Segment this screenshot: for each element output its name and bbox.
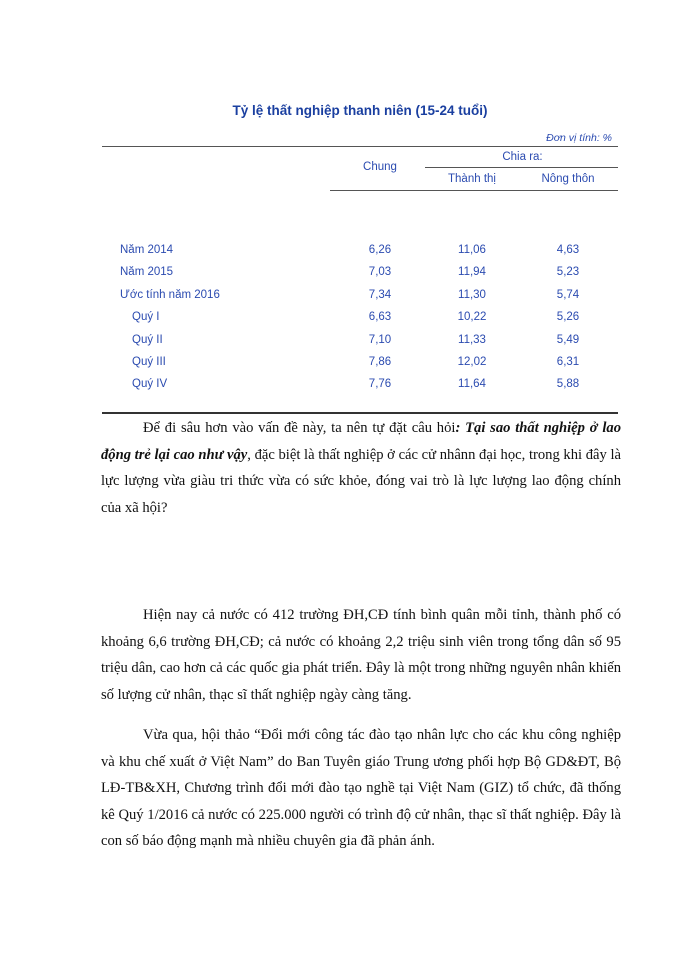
cell-nong-thon: 5,88 <box>556 378 580 390</box>
cell-nong-thon: 5,49 <box>556 334 580 346</box>
paragraph-universities-text: Hiện nay cả nước có 412 trường ĐH,CĐ tính bình quân mỗi tỉnh, thành phố có khoảng 6,6 trường ĐH,CĐ; cả nước có khoảng 2,2 triệu sinh viên trong tổng dân số 95 triệu dân, cao hơn cả các quốc gia phát triển. Đây là một trong những nguyên nhân khiến số lượng cử nhân, thạc sĩ thất nghiệp ngày càng tăng. <box>101 607 621 703</box>
header-chung: Chung <box>363 161 397 173</box>
cell-chung: 6,26 <box>368 244 392 256</box>
row-label: Quý II <box>132 334 163 346</box>
header-top-rule <box>102 146 618 147</box>
cell-nong-thon: 5,74 <box>556 289 580 301</box>
table-row <box>100 311 620 327</box>
cell-nong-thon: 5,23 <box>556 266 580 278</box>
paragraph-workshop-text: Vừa qua, hội thảo “Đổi mới công tác đào tạo nhân lực cho các khu công nghiệp và khu chế xuất ở Việt Nam” do Ban Tuyên giáo Trung ương phối hợp Bộ GD&ĐT, Bộ LĐ-TB&XH, Chương trình đổi mới đào tạo nghề tại Việt Nam (GIZ) tổ chức, đã thống kê Quý 1/2016 cả nước có 225.000 người có trình độ cử nhân, thạc sĩ thất nghiệp. Đây là con số báo động mạnh mà nhiều chuyên gia đã phản ánh. <box>101 727 621 849</box>
cell-thanh-thi: 11,30 <box>458 289 486 301</box>
cell-thanh-thi: 11,94 <box>458 266 486 278</box>
cell-nong-thon: 4,63 <box>556 244 580 256</box>
paragraph-question-emphasis: : Tại sao thất nghiệp ở lao động trẻ lại cao như vậy <box>101 420 622 463</box>
row-label: Quý I <box>132 311 160 323</box>
table-row <box>100 334 620 350</box>
cell-nong-thon: 5,26 <box>556 311 580 323</box>
header-nong-thon: Nông thôn <box>541 173 595 185</box>
paragraph-question <box>101 415 621 521</box>
header-sub-rule <box>425 167 618 168</box>
row-label: Quý III <box>132 356 166 368</box>
table-row <box>100 266 620 282</box>
table-row <box>100 289 620 305</box>
cell-thanh-thi: 11,06 <box>458 244 486 256</box>
header-chia-ra: Chia ra: <box>502 151 543 163</box>
cell-chung: 7,76 <box>368 378 392 390</box>
cell-thanh-thi: 12,02 <box>457 356 487 368</box>
paragraph-question-tail: , đặc biệt là thất nghiệp ở các cử nhânn đại học, trong khi đây là lực lượng vừa giàu tri thức vừa có sức khỏe, đóng vai trò là lực lượng lao động chính của xã hội? <box>101 446 621 516</box>
paragraph-universities <box>101 602 621 708</box>
cell-thanh-thi: 10,22 <box>457 311 487 323</box>
cell-chung: 6,63 <box>368 311 392 323</box>
row-label: Quý IV <box>132 378 168 390</box>
paragraph-workshop <box>101 722 621 855</box>
cell-chung: 7,10 <box>368 334 392 346</box>
cell-chung: 7,03 <box>368 266 392 278</box>
row-label: Năm 2015 <box>120 266 174 278</box>
row-label: Năm 2014 <box>120 244 174 256</box>
paragraph-question-lead: Để đi sâu hơn vào vấn đề này, ta nên tự đặt câu hỏi <box>143 420 456 436</box>
cell-nong-thon: 6,31 <box>556 356 580 368</box>
cell-chung: 7,86 <box>368 356 392 368</box>
table-title: Tỷ lệ thất nghiệp thanh niên (15-24 tuổi) <box>232 103 488 118</box>
unemployment-table <box>100 0 620 420</box>
header-thanh-thi: Thành thị <box>448 173 496 185</box>
table-unit: Đơn vị tính: % <box>546 132 612 144</box>
cell-chung: 7,34 <box>368 289 392 301</box>
table-bottom-rule <box>102 412 618 414</box>
table-row <box>100 356 620 372</box>
table-row <box>100 378 620 394</box>
row-label: Ước tính năm 2016 <box>120 289 220 301</box>
header-bottom-rule <box>330 190 618 191</box>
table-row <box>100 244 620 260</box>
cell-thanh-thi: 11,64 <box>458 378 486 390</box>
cell-thanh-thi: 11,33 <box>458 334 486 346</box>
